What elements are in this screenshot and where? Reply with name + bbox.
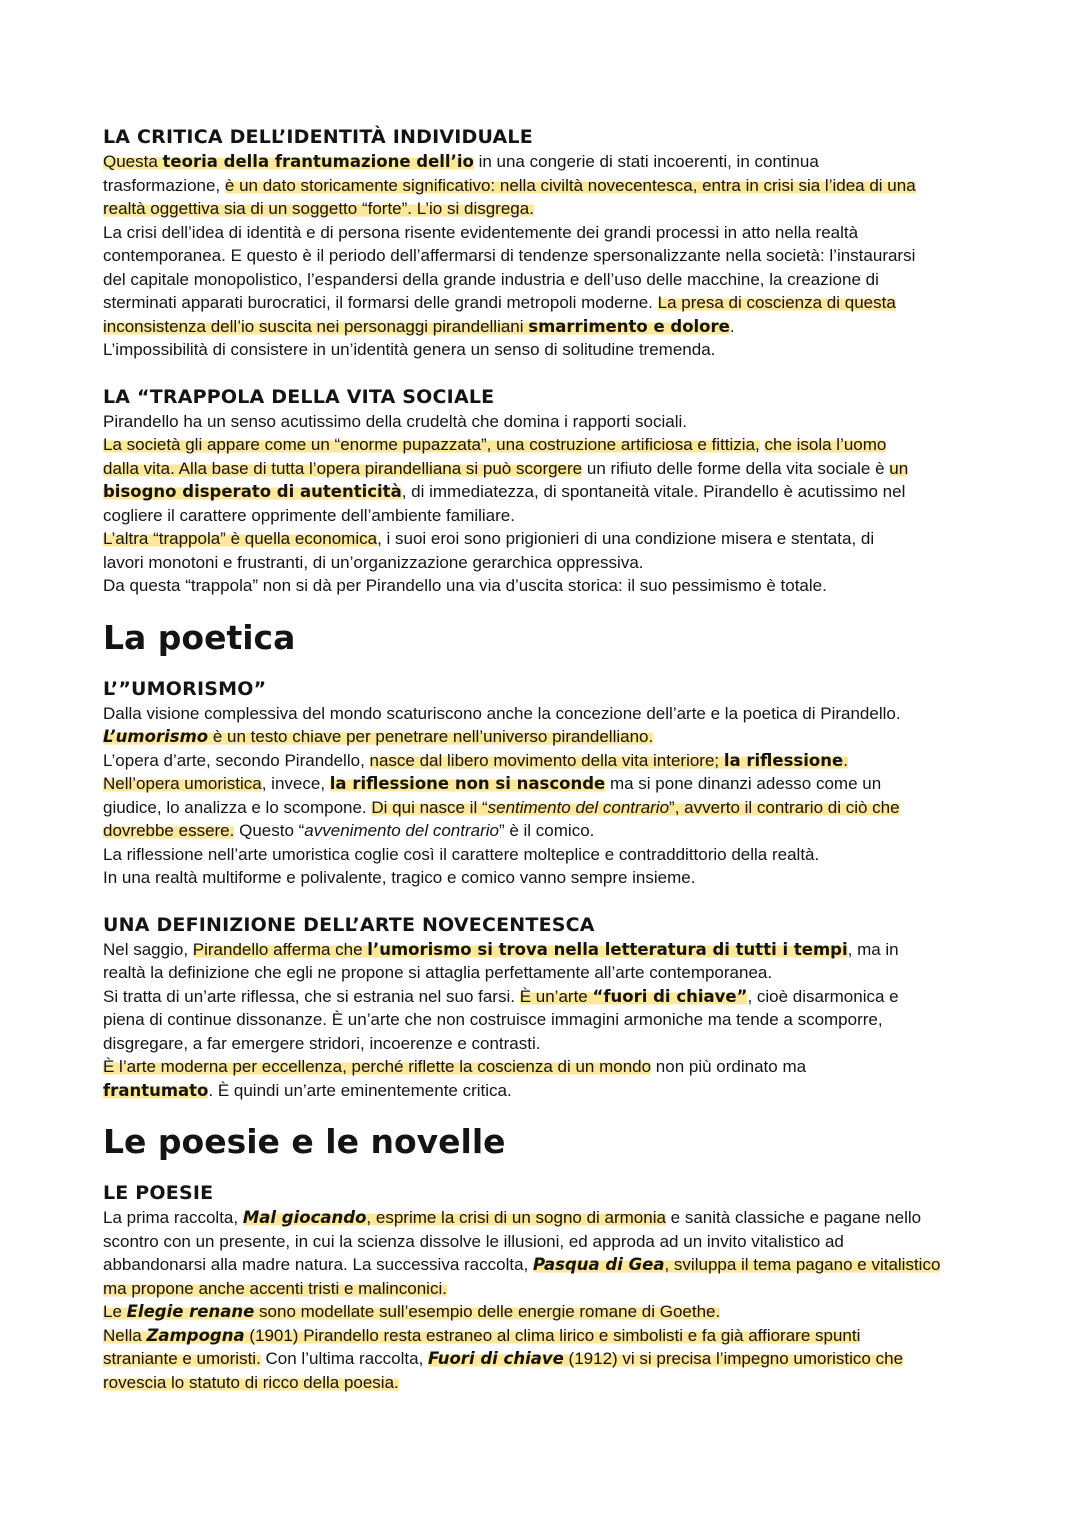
highlight: ma propone anche accenti tristi e malinconici.	[103, 1278, 447, 1298]
section-title-poetica: La poetica	[103, 617, 296, 657]
section-body-poesie	[103, 1206, 992, 1394]
highlight: Questa teoria della frantumazione dell’io	[103, 152, 474, 171]
highlight: dovrebbe essere.	[103, 821, 235, 840]
highlight: un	[889, 458, 909, 478]
highlight: Le Elegie renane sono modellate sull’esempio delle energie romane di Goethe.	[103, 1302, 721, 1321]
text-line: dovrebbe essere. Questo “avvenimento del contrario” è il comico.	[103, 821, 595, 840]
highlight: Fuori di chiave (1912) vi si precisa l’impegno umoristico che	[428, 1349, 904, 1368]
text-line: realtà la definizione che egli ne propone si attaglia perfettamente all’arte contemporanea.	[103, 963, 773, 982]
text-line: trasformazione, è un dato storicamente significativo: nella civiltà novecentesca, entra in crisi sia l’idea di una	[103, 175, 916, 195]
highlight: dalla vita. Alla base di tutta l’opera pirandelliana si può scorgere	[103, 458, 583, 478]
section-heading-arte-novecentesca: UNA DEFINIZIONE DELL’ARTE NOVECENTESCA	[103, 913, 595, 936]
section-body-trappola	[103, 410, 992, 598]
section-title-poesie-novelle: Le poesie e le novelle	[103, 1122, 506, 1161]
text-line: piena di continue dissonanze. È un’arte che non costruisce immagini armoniche ma tende a scomporre,	[103, 1010, 883, 1029]
section-heading-poesie: LE POESIE	[103, 1182, 214, 1204]
text-line: L’opera d’arte, secondo Pirandello, nasce dal libero movimento della vita interiore; la riflessione.	[103, 750, 848, 770]
highlight: Di qui nasce il “sentimento del contrario”, avverto il contrario di ciò che	[371, 797, 900, 817]
highlight: Nell’opera umoristica	[103, 774, 262, 793]
text-line: La riflessione nell’arte umoristica coglie così il carattere molteplice e contraddittorio della realtà.	[103, 844, 820, 864]
highlight: bisogno disperato di autenticità	[103, 482, 402, 501]
highlight: La società gli appare come un “enorme pupazzata”, una costruzione artificiosa e fittizia,	[103, 435, 760, 454]
text-line	[103, 433, 992, 457]
text-line: straniante e umoristi. Con l’ultima raccolta, Fuori di chiave (1912) vi si precisa l’impegno umoristico che	[103, 1349, 904, 1368]
text-line	[103, 197, 992, 221]
text-line: Pirandello ha un senso acutissimo della crudeltà che domina i rapporti sociali.	[103, 411, 687, 431]
section-heading-identita: LA CRITICA DELL’IDENTITÀ INDIVIDUALE	[103, 126, 533, 148]
text-line: Da questa “trappola” non si dà per Pirandello una via d’uscita storica: il suo pessimismo è totale.	[103, 576, 827, 595]
highlight: Nella Zampogna (1901) Pirandello resta estraneo al clima lirico e simbolisti e fa già affiorare spunti	[103, 1325, 861, 1345]
highlight: Mal giocando, esprime la crisi di un sogno di armonia	[242, 1208, 666, 1227]
text-line: L’impossibilità di consistere in un’identità genera un senso di solitudine tremenda.	[103, 340, 716, 359]
section-body-arte-novecentesca	[103, 938, 992, 1103]
text-line: inconsistenza dell’io suscita nei personaggi pirandelliani smarrimento e dolore.	[103, 316, 735, 336]
text-line: contemporanea. E questo è il periodo dell’affermarsi di tendenze spersonalizzante nella società: l’instaurarsi	[103, 246, 916, 265]
text-line: scontro con un presente, in cui la scienza dissolve le illusioni, ed approda ad un invito vitalistico ad	[103, 1231, 844, 1251]
text-line: L’altra “trappola” è quella economica, i suoi eroi sono prigionieri di una condizione misera e stentata, di	[103, 529, 875, 548]
text-line: Si tratta di un’arte riflessa, che si estrania nel suo farsi. È un’arte “fuori di chiave”, cioè disarmonica e	[103, 986, 899, 1006]
text-line: Questa teoria della frantumazione dell’io in una congerie di stati incoerenti, in continua	[103, 152, 819, 171]
text-line	[103, 1371, 992, 1395]
highlight: La presa di coscienza di questa	[657, 293, 896, 312]
text-line: disgregare, a far emergere stridori, incoerenze e contrasti.	[103, 1033, 541, 1053]
text-line	[103, 725, 992, 749]
highlight: la riflessione non si nasconde	[329, 774, 606, 793]
text-line: sterminati apparati burocratici, il formarsi delle grandi metropoli moderne. La presa di coscienza di questa	[103, 293, 896, 312]
text-line: In una realtà multiforme e polivalente, tragico e comico vanno sempre insieme.	[103, 868, 696, 887]
text-line	[103, 1277, 992, 1301]
text-line: La prima raccolta, Mal giocando, esprime la crisi di un sogno di armonia e sanità classiche e pagane nello	[103, 1208, 922, 1227]
text-line: bisogno disperato di autenticità, di immediatezza, di spontaneità vitale. Pirandello è acutissimo nel	[103, 482, 906, 501]
text-line	[103, 1324, 992, 1348]
text-line: Nel saggio, Pirandello afferma che l’umorismo si trova nella letteratura di tutti i tempi, ma in	[103, 939, 899, 959]
highlight: straniante e umoristi.	[103, 1349, 261, 1368]
highlight: L’altra “trappola” è quella economica	[103, 529, 378, 548]
text-line: frantumato. È quindi un’arte eminentemente critica.	[103, 1080, 512, 1100]
text-line	[103, 1300, 992, 1324]
text-line: Dalla visione complessiva del mondo scaturiscono anche la concezione dell’arte e la poetica di Pirandello.	[103, 703, 901, 723]
section-body-identita	[103, 150, 992, 362]
highlight: inconsistenza dell’io suscita nei personaggi pirandelliani smarrimento e dolore	[103, 316, 730, 336]
highlight: che isola l’uomo	[764, 435, 887, 454]
highlight: nasce dal libero movimento della vita interiore; la riflessione.	[369, 750, 848, 770]
text-line: Nell’opera umoristica, invece, la riflessione non si nasconde ma si pone dinanzi adesso come un	[103, 774, 882, 793]
text-line: del capitale monopolistico, l’espandersi della grande industria e dell’uso delle macchine, la creazione di	[103, 269, 879, 289]
section-heading-umorismo: L’”UMORISMO”	[103, 677, 267, 700]
section-heading-trappola: LA “TRAPPOLA DELLA VITA SOCIALE	[103, 385, 495, 408]
text-line: cogliere il carattere opprimente dell’ambiente familiare.	[103, 505, 515, 525]
highlight: È un’arte “fuori di chiave”	[519, 986, 748, 1006]
text-line: dalla vita. Alla base di tutta l’opera pirandelliana si può scorgere un rifiuto delle forme della vita sociale è un	[103, 458, 909, 478]
highlight: frantumato	[103, 1080, 209, 1100]
section-body-umorismo	[103, 702, 992, 890]
highlight: è un dato storicamente significativo: nella civiltà novecentesca, entra in crisi sia l’idea di una	[224, 175, 916, 195]
text-line: giudice, lo analizza e lo scompone. Di qui nasce il “sentimento del contrario”, avverto il contrario di ciò che	[103, 797, 900, 817]
text-line: lavori monotoni e frustranti, di un’organizzazione gerarchica oppressiva.	[103, 552, 644, 572]
highlight: rovescia lo statuto di ricco della poesia.	[103, 1372, 399, 1392]
text-line: La crisi dell’idea di identità e di persona risente evidentemente dei grandi processi in atto nella realtà	[103, 222, 859, 242]
highlight: L’umorismo è un testo chiave per penetrare nell’universo pirandelliano.	[103, 727, 654, 746]
text-line: È l’arte moderna per eccellenza, perché riflette la coscienza di un mondo non più ordinato ma	[103, 1057, 807, 1076]
text-line: abbandonarsi alla madre natura. La successiva raccolta, Pasqua di Gea, sviluppa il tema pagano e vitalistico	[103, 1255, 941, 1274]
highlight: realtà oggettiva sia di un soggetto “forte”. L’io si disgrega.	[103, 199, 534, 218]
highlight: Pirandello afferma che l’umorismo si trova nella letteratura di tutti i tempi	[192, 939, 848, 959]
highlight: È l’arte moderna per eccellenza, perché riflette la coscienza di un mondo	[103, 1057, 652, 1076]
highlight: Pasqua di Gea, sviluppa il tema pagano e vitalistico	[532, 1255, 941, 1274]
